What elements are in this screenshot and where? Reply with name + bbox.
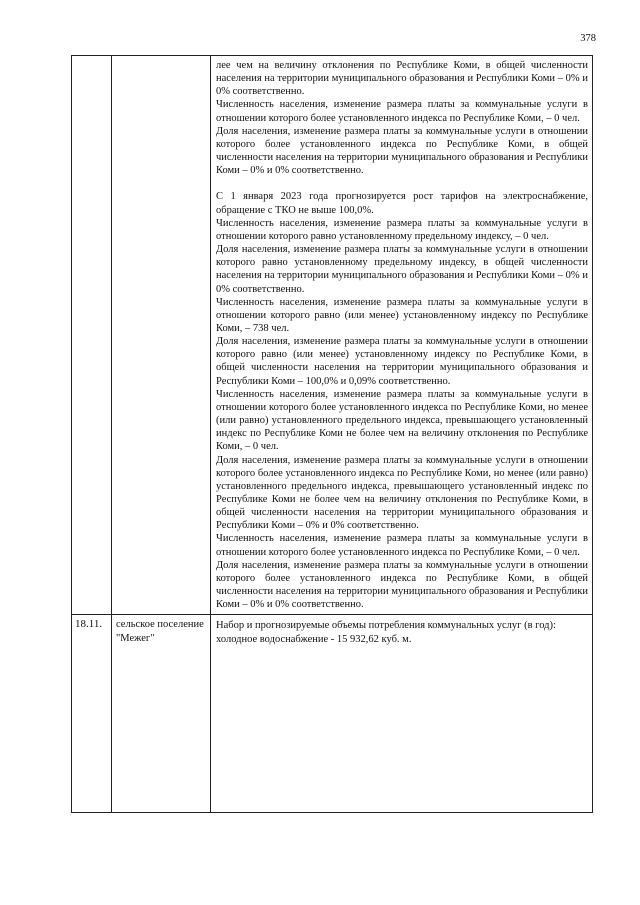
paragraph: Доля населения, изменение размера платы за коммунальные услуги в отношении которого равно (или менее) установленному индексу по Республике Коми, в общей численности населения на территории муниципального образования и Республики Коми – 100,0% и 0,09% соответственно. (216, 336, 588, 387)
paragraph: Доля населения, изменение размера платы за коммунальные услуги в отношении которого равно установленному предельному индексу, в общей численности населения на территории муниципального образования и Республики Коми – 0% и 0% соответственно. (216, 244, 588, 295)
table-row (72, 615, 593, 813)
paragraph: Численность населения, изменение размера платы за коммунальные услуги в отношении которого равно (или менее) установленному индексу по Республике Коми, – 738 чел. (216, 296, 588, 334)
row-description-cell (211, 615, 593, 813)
paragraph: холодное водоснабжение - 15 932,62 куб. м. (216, 633, 412, 645)
paragraph: Численность населения, изменение размера платы за коммунальные услуги в отношении которого равно установленному предельному индексу, – 0 чел. (216, 217, 588, 242)
paragraph: Набор и прогнозируемые объемы потребления коммунальных услуг (в год): (216, 620, 556, 632)
paragraph: лее чем на величину отклонения по Республике Коми, в общей численности населения на территории муниципального образования и Республики Коми – 0% и 0% соответственно. (216, 60, 588, 98)
page-number: 378 (580, 33, 596, 44)
row-number-cell: 18.11. (72, 615, 112, 813)
paragraph: Доля населения, изменение размера платы за коммунальные услуги в отношении которого более установленного индекса по Республике Коми, в общей численности населения на территории муниципального образования и Республики Коми – 0% и 0% соответственно. (216, 559, 588, 611)
paragraph: Численность населения, изменение размера платы за коммунальные услуги в отношении которого более установленного индекса по Республике Коми, – 0 чел. (216, 533, 588, 558)
table-row (72, 56, 593, 615)
row-name-cell (112, 56, 211, 615)
row-number-cell (72, 56, 112, 615)
row-name-cell: сельское поселение "Межег" (112, 615, 211, 813)
document-table (71, 55, 593, 813)
paragraph: С 1 января 2023 года прогнозируется рост тарифов на электроснабжение, обращение с ТКО не выше 100,0%. (216, 191, 588, 216)
paragraph: Численность населения, изменение размера платы за коммунальные услуги в отношении которого более установленного индекса по Республике Коми, – 0 чел. (216, 99, 588, 124)
row-description-cell (211, 56, 593, 615)
paragraph: Доля населения, изменение размера платы за коммунальные услуги в отношении которого более установленного индекса по Республике Коми, в общей численности населения на территории муниципального образования и Республики Коми – 0% и 0% соответственно. (216, 125, 588, 177)
paragraph: Доля населения, изменение размера платы за коммунальные услуги в отношении которого более установленного индекса по Республике Коми, но менее (или равно) установленного предельного индекса, превышающего установленный индекс по Республике Коми не более чем на величину отклонения по Республике Коми, в общей численности населения на территории муниципального образования и Республики Коми – 0% и 0% соответственно. (216, 454, 588, 532)
paragraph: Численность населения, изменение размера платы за коммунальные услуги в отношении которого более установленного индекса по Республике Коми, но менее (или равно) установленного предельного индекса, превышающего установленный индекс по Республике Коми не более чем на величину отклонения по Республике Коми, – 0 чел. (216, 388, 588, 453)
